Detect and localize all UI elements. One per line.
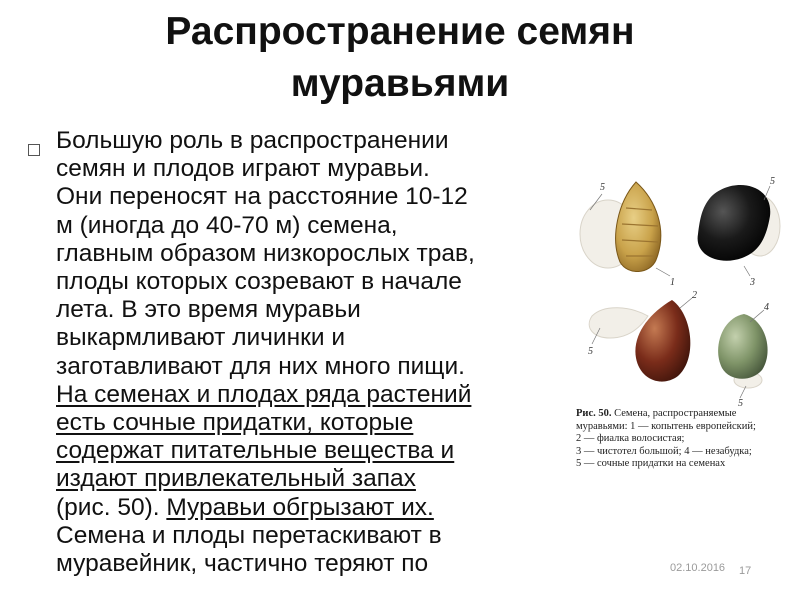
seed-body-1 bbox=[616, 182, 661, 272]
seed-body-2 bbox=[635, 300, 690, 382]
body-line: Большую роль в распространении bbox=[56, 127, 449, 154]
caption-line: муравьями: 1 — копытень европейский; bbox=[576, 420, 756, 432]
figure-reference: (рис. 50). bbox=[56, 493, 167, 521]
figure-label: 5 bbox=[600, 182, 605, 193]
bullet-square-icon bbox=[28, 144, 40, 156]
seed-myosotis bbox=[718, 314, 767, 388]
figure-label: 2 bbox=[692, 290, 697, 301]
body-line: Семена и плоды перетаскивают в bbox=[56, 521, 442, 549]
body-line: плоды которых созревают в начале bbox=[56, 268, 462, 296]
caption-text: Семена, распространяемые bbox=[611, 408, 737, 419]
seed-body-4 bbox=[718, 314, 767, 379]
body-line: заготавливают для них много пищи. bbox=[56, 352, 465, 380]
page-number: 17 bbox=[739, 565, 752, 577]
caption-line: 2 — фиалка волосистая; bbox=[576, 433, 685, 444]
body-line-underlined: На семенах и плодах ряда растений bbox=[56, 380, 472, 408]
body-line: муравейник, частично теряют по bbox=[56, 550, 429, 578]
body-line-underlined: есть сочные придатки, которые bbox=[56, 409, 414, 437]
seed-viola bbox=[589, 300, 690, 382]
caption-title: Рис. 50. bbox=[576, 408, 612, 419]
seed-asarum bbox=[580, 182, 661, 272]
body-line: м (иногда до 40-70 м) семена, bbox=[56, 211, 398, 239]
figure-label: 4 bbox=[764, 302, 769, 313]
figure-label: 5 bbox=[770, 176, 775, 187]
body-line: главным образом низкорослых трав, bbox=[56, 239, 475, 267]
body-underlined-phrase: Муравьи обгрызают их. bbox=[166, 493, 434, 521]
body-line: семян и плодов играют муравьи. bbox=[56, 155, 430, 183]
figure-label: 5 bbox=[738, 398, 743, 406]
caption-line: 3 — чистотел большой; 4 — незабудка; bbox=[576, 445, 752, 457]
body-line-underlined: содержат питательные вещества и bbox=[56, 437, 455, 465]
body-line: лета. В это время муравьи bbox=[56, 296, 361, 324]
slide-title-line-2: муравьями bbox=[290, 62, 510, 105]
footer-date: 02.10.2016 bbox=[670, 562, 726, 574]
appendage-2 bbox=[589, 308, 648, 338]
body-line-mixed bbox=[56, 494, 576, 522]
figure-label: 1 bbox=[670, 277, 675, 288]
figure-label: 5 bbox=[588, 346, 593, 357]
seeds-figure bbox=[570, 168, 784, 406]
caption-line bbox=[576, 408, 794, 421]
slide-title-line-1: Распространение семян bbox=[165, 10, 635, 53]
caption-line: 5 — сочные придатки на семенах bbox=[576, 458, 726, 469]
figure-label: 3 bbox=[750, 277, 755, 288]
body-line-underlined: издают привлекательный запах bbox=[56, 465, 416, 493]
slide-title bbox=[0, 6, 800, 110]
seed-chelidonium bbox=[698, 185, 780, 261]
figure-caption bbox=[576, 408, 794, 471]
body-paragraph bbox=[56, 127, 576, 578]
body-line: Они переносят на расстояние 10-12 bbox=[56, 183, 468, 211]
body-line: выкармливают личинки и bbox=[56, 324, 346, 352]
